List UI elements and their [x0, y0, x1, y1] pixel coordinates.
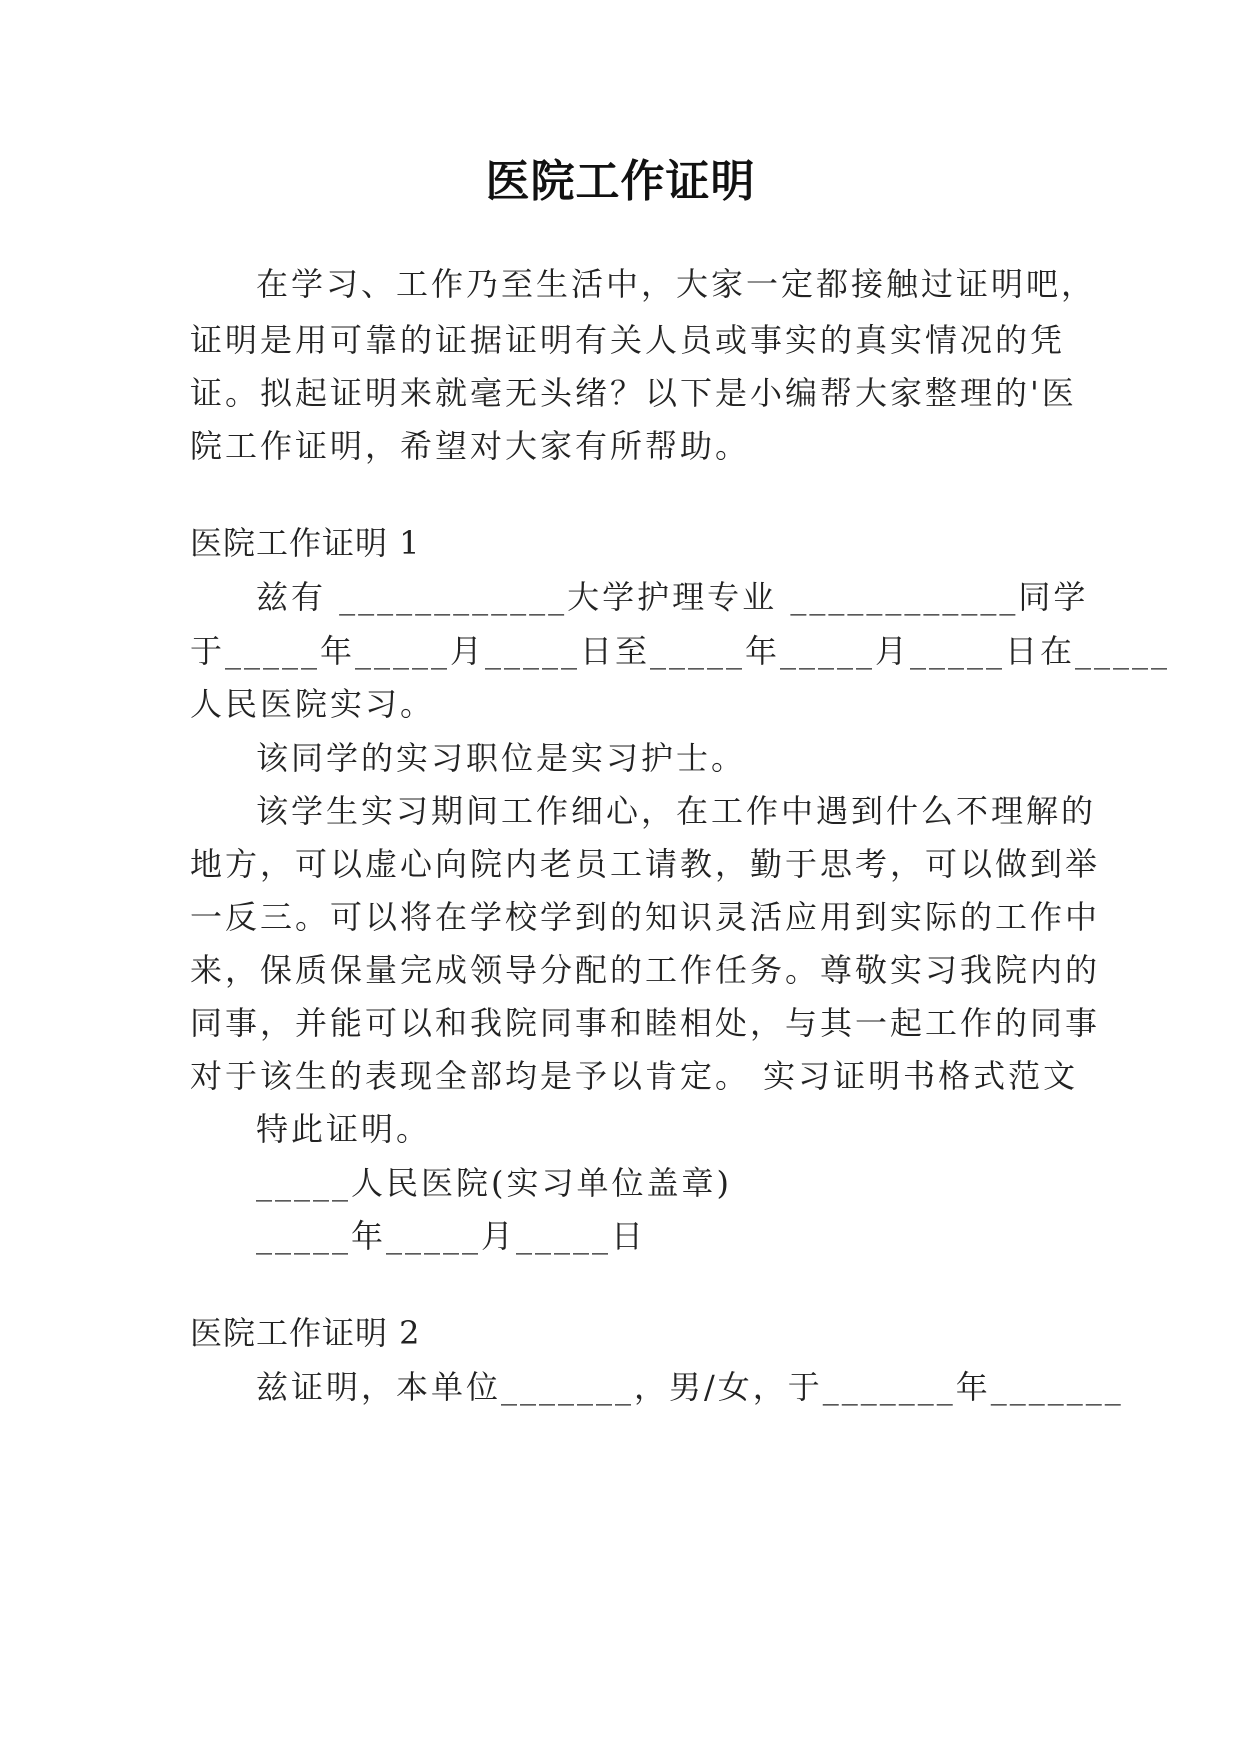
section2-first-line: 兹证明，本单位_______，男/女，于_______年_______ — [256, 1368, 1124, 1406]
section1-evaluation-line: 对于该生的表现全部均是予以肯定。 实习证明书格式范文 — [190, 1057, 1079, 1095]
section1-opening-line: 于_____年_____月_____日至_____年_____月_____日在_____ — [190, 632, 1171, 670]
section1-evaluation-line: 同事，并能可以和我院同事和睦相处，与其一起工作的同事 — [190, 1004, 1101, 1042]
intro-line: 证明是用可靠的证据证明有关人员或事实的真实情况的凭 — [190, 321, 1066, 359]
section1-evaluation-line: 地方，可以虚心向院内老员工请教，勤于思考，可以做到举 — [190, 845, 1101, 883]
section1-evaluation-line: 来，保质保量完成领导分配的工作任务。尊敬实习我院内的 — [190, 951, 1101, 989]
section-heading-1: 医院工作证明 1 — [190, 524, 421, 562]
intro-line: 院工作证明，希望对大家有所帮助。 — [190, 427, 751, 465]
section1-position-line: 该同学的实习职位是实习护士。 — [256, 739, 747, 777]
section1-closing: 特此证明。 — [256, 1110, 432, 1148]
section1-date: _____年_____月_____日 — [256, 1217, 647, 1255]
section1-opening-line: 兹有 ____________大学护理专业 ____________同学 — [256, 578, 1089, 616]
section1-evaluation-line: 一反三。可以将在学校学到的知识灵活应用到实际的工作中 — [190, 898, 1101, 936]
intro-line: 在学习、工作乃至生活中，大家一定都接触过证明吧， — [256, 265, 1097, 303]
section1-opening-line: 人民医院实习。 — [190, 685, 436, 723]
section1-signature: _____人民医院(实习单位盖章) — [256, 1164, 732, 1202]
section1-evaluation-line: 该学生实习期间工作细心，在工作中遇到什么不理解的 — [256, 792, 1097, 830]
intro-line: 证。拟起证明来就毫无头绪？以下是小编帮大家整理的'医 — [190, 374, 1077, 412]
section-heading-2: 医院工作证明 2 — [190, 1314, 421, 1352]
document-title: 医院工作证明 — [485, 156, 756, 207]
